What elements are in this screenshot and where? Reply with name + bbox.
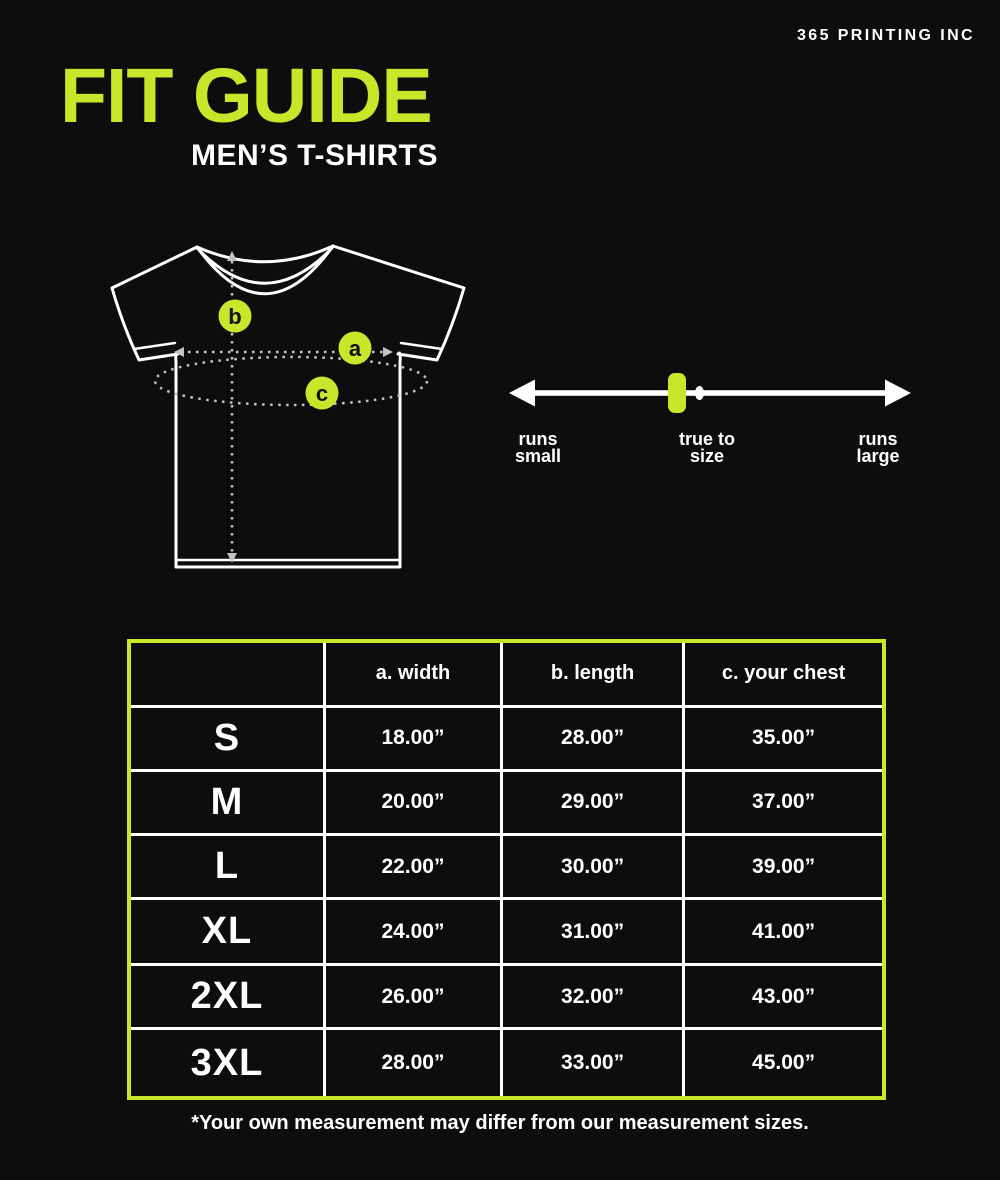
scale-label-line: size <box>689 446 725 466</box>
marker-b-label: b <box>228 304 242 329</box>
chest-value-cell: 43.00” <box>685 966 882 1030</box>
table-header-size-col <box>131 643 326 708</box>
chest-value-cell: 37.00” <box>685 772 882 836</box>
size-label-cell: L <box>131 836 326 901</box>
arrow-right-icon <box>383 347 393 357</box>
scale-label-line: large <box>856 446 900 466</box>
scale-label-runs-large <box>828 431 928 465</box>
size-label-cell: M <box>131 772 326 836</box>
marker-c-label: c <box>315 381 329 406</box>
page-title: FIT GUIDE <box>60 53 432 139</box>
chest-value-cell: 39.00” <box>685 836 882 901</box>
scale-label-line: true to <box>679 429 735 449</box>
size-label-cell: S <box>131 708 326 772</box>
page-subtitle: MEN’S T-SHIRTS <box>190 139 438 172</box>
length-value-cell: 29.00” <box>503 772 685 836</box>
table-header-length: b. length <box>503 643 685 708</box>
width-value-cell: 26.00” <box>326 966 503 1030</box>
length-value-cell: 28.00” <box>503 708 685 772</box>
scale-arrow-left-icon <box>509 380 535 407</box>
fit-scale-arrow <box>509 380 911 407</box>
length-value-cell: 32.00” <box>503 966 685 1030</box>
fit-scale-marker-pill <box>668 373 686 413</box>
measure-lines <box>155 261 427 554</box>
width-value-cell: 20.00” <box>326 772 503 836</box>
measure-arrowheads <box>174 251 393 563</box>
chest-value-cell: 35.00” <box>685 708 882 772</box>
fit-scale <box>505 368 915 422</box>
size-label-cell: 3XL <box>131 1030 326 1096</box>
footnote: *Your own measurement may differ from our measurement sizes. <box>191 1112 809 1134</box>
arrow-down-icon <box>227 553 237 563</box>
scale-label-line: runs <box>518 429 558 449</box>
arrow-up-icon <box>227 251 237 261</box>
length-value-cell: 33.00” <box>503 1030 685 1096</box>
chest-value-cell: 45.00” <box>752 1051 816 1075</box>
chest-measure-ellipse <box>155 357 427 405</box>
scale-label-true-to-size <box>657 431 757 465</box>
cuff-seams <box>134 343 442 349</box>
scale-label-line: runs <box>858 429 898 449</box>
marker-a-label: a <box>348 336 362 361</box>
width-value-cell: 18.00” <box>326 708 503 772</box>
width-value-cell: 24.00” <box>326 900 503 966</box>
chest-value-cell: 41.00” <box>685 900 882 966</box>
table-header-chest: c. your chest <box>685 643 882 708</box>
fit-scale-marker-dot <box>695 386 704 400</box>
scale-arrow-right-icon <box>885 380 911 407</box>
width-value-cell: 22.00” <box>326 836 503 901</box>
scale-label-line: small <box>514 446 562 466</box>
size-table <box>127 639 886 1100</box>
width-value-cell: 28.00” <box>326 1030 503 1096</box>
length-value-cell: 30.00” <box>503 836 685 901</box>
scale-label-runs-small <box>497 431 579 465</box>
tshirt-outline <box>112 246 464 567</box>
markers <box>219 300 372 410</box>
length-value-cell: 31.00” <box>503 900 685 966</box>
size-label-cell: 2XL <box>131 966 326 1030</box>
size-label-cell: XL <box>131 900 326 966</box>
brand-text: 365 PRINTING INC <box>797 27 975 44</box>
tshirt-diagram <box>95 238 475 583</box>
table-header-width: a. width <box>326 643 503 708</box>
